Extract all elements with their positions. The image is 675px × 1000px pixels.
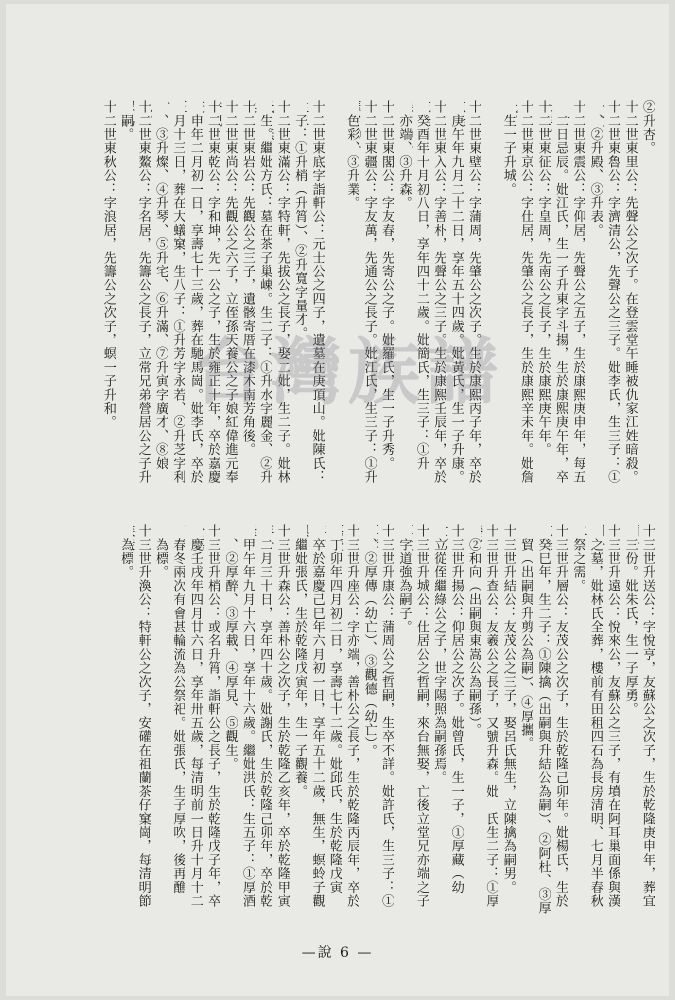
watermark: 台灣族譜 — [191, 330, 504, 414]
text-column: 十二世東魯公：字濟清公，先聲公之三子。妣李氏，生三子：① — [605, 100, 621, 484]
text-column: 十三世升送公：字悅亨，友蘇公之次子，生於乾隆庚申年，葬宜 — [640, 524, 655, 908]
text-column: 十三世升梢公：或名升筲，詣軒公之長子，生於乾隆戊子年，卒 — [205, 524, 221, 908]
document-page — [6, 4, 669, 996]
text-column: 生。繼妣方氏：墓在茶子巢崠。生二子：①升水字麗金、②升 — [257, 113, 273, 484]
text-column: 貿（出嗣與升剪公為嗣）、④厚攜。 — [518, 524, 534, 751]
text-column: ②和向（出嗣與東嵩公為嗣孫）。 — [466, 524, 482, 737]
text-column: 三份。妣朱氏，生一子厚勇。 — [622, 524, 638, 716]
text-column: 癸酉年十月初八日，享年四十二歲。妣簡氏，生三子：①升 — [413, 113, 429, 470]
text-column: 、③升燦、④升琴、⑤升宅、⑥升滿、⑦升寅字廣才、⑧娘 — [153, 113, 169, 470]
text-column: 繼妣張氏，生於乾隆戊寅年，生一子觀養。 — [292, 524, 308, 798]
text-column: 十二世東疆公：字友萬，先通公之長子。妣江氏，生三子：①升 — [361, 100, 377, 484]
text-column: 二日忌辰。妣江氏，生一子升東字斗揚，生於康熙庚午年，卒 — [553, 113, 569, 484]
text-column: 十三世升渙公：特軒公之次子，安礶在祖蘭茶仔窠崗，每清明節 — [135, 524, 151, 908]
text-column: 之墓，妣林氏全葬，樓前有田租四石為長房清明、七月半春秋 — [587, 537, 603, 908]
text-column: 十二世東里公：先聲公之次子。在登雲堂午睡被仇家江姓暗殺。 — [622, 100, 638, 484]
text-column: 月十三日，葬在大蟻窠，生八子：①升芳字永若、②升芝字利 — [170, 113, 186, 484]
text-column: 色彩、③升業。 — [344, 100, 360, 210]
text-column: 嗣。 — [118, 100, 134, 142]
text-column: 十三世升層公：友茂公之次子，生於乾隆己卯年。妣楊氏，生於 — [553, 524, 569, 908]
text-column: 十二世東乾公：字和坤，先一公之子，生於雍正十年，卒於嘉慶 — [205, 100, 221, 484]
text-column: 卒於嘉慶己巳年六月初一日，享年五十二歲，無生，螟蛉子觀 — [309, 537, 325, 908]
text-column: 十二世東閣公：字友春，先寄公之子。妣羅氏，生一子升秀。 — [379, 100, 395, 470]
text-column: 十三世升遠公：悅來公，友蘇公之三子，有墳在阿耳巢面係與漢 — [605, 524, 621, 908]
text-column: 十二世東震公：字仰居，先聲公之五子，生於康熙庚申年，每五 — [570, 100, 586, 484]
text-column: 十二世東征公：字皇周，先南公之長子，生於康熙庚午年。 — [535, 100, 551, 457]
text-column: 十三世升查公：友羲公之長子，又號升森。妣 氏生二子：①厚 — [483, 524, 499, 908]
text-column: ②升杏。 — [640, 100, 655, 155]
text-column: 甲午年九月十六日，享年十六歲。繼妣洪氏：生五子：①厚酒 — [240, 524, 256, 908]
text-column: 十二世東底字詣軒公：元士公之四子，遺墓在庚頂山。妣陳氏： — [309, 100, 325, 484]
text-column: 亦端、③升森。 — [396, 100, 412, 210]
text-column — [325, 100, 342, 495]
genealogy-block-lower — [6, 524, 669, 919]
text-column: 二月三十日，享年四十歲。妣謝氏，生於乾隆己卯年，卒於乾 — [257, 537, 273, 908]
text-column: 申年二月初一日，享壽七十三歲，葬在馳馬崗。妣李氏，卒於 — [187, 113, 203, 484]
text-column: 、②厚傳（幼亡）、③觀德（幼亡）。 — [361, 524, 377, 758]
text-column: 十二世東滿公：字特軒，先拔公之長子，娶二妣，生二子。妣林 — [274, 100, 290, 484]
text-column: 庚午年九月二十二日，享年五十四歲。妣黃氏，生一子升康。 — [448, 100, 464, 484]
text-column: 生一子升城。 — [500, 100, 516, 196]
text-column: 十二世東尚公：先觀公之六子，立侄孫天養公之子娘紅偉進元奉 — [222, 100, 238, 484]
text-column: 十三世升康公：蒲周公之哲嗣，生卒不詳。妣許氏，生三子：① — [379, 524, 395, 908]
text-column: 、②厚醉、③厚載、④厚見、⑤觀生。 — [222, 524, 238, 771]
text-column: 祭之需。 — [570, 524, 586, 593]
text-column: 子：①升梢（升筲）、②升寬字量才。 — [292, 100, 308, 340]
text-column: 十三世升揚公：仰居公之次子。妣曾氏，生一子，①厚藏（幼 — [448, 524, 464, 894]
text-column: 十二世東秋公：字浪居，先籌公之次子，螟一子升和。 — [100, 100, 116, 429]
text-column: 十二世東岩公：先觀公之三子，遺骸寄厝在漆木南芳角後。 — [240, 100, 256, 457]
text-column: 十二世東入公：字善朴，先聲公之三子。生於康熙壬辰年，卒於 — [431, 100, 447, 484]
text-column: 春冬兩次有會甚輪流為公祭祀。妣張氏，生子厚吹，後再醮 — [170, 524, 186, 894]
text-column: 立從侄繼綠公之子，世字陽照為嗣孫焉。 — [431, 524, 447, 785]
text-column: 十二世東壁公：字蒲周，先肇公之次子。生於康熙丙子年，卒於 — [466, 100, 482, 484]
genealogy-block-upper — [6, 100, 669, 495]
text-column: 字道強為嗣子。 — [396, 524, 412, 634]
text-column: 十三世升結公：友茂公之三子，娶呂氏無生，立陳擒為嗣男。 — [500, 524, 516, 894]
text-column — [481, 100, 498, 495]
text-column: 十三世升座公：字亦端，善朴公之長子，生於乾隆丙辰年，卒於 — [344, 524, 360, 908]
text-column: 十二世東京公：字仕居，先肇公之長子，生於康熙辛未年。妣詹 — [518, 100, 534, 484]
text-column: 丁卯年四月初二日，享壽七十二歲。妣邱氏，生於乾隆戊寅 — [326, 537, 342, 894]
text-column: 十三世升城公：仕居公之哲嗣，來台無娶，亡後立堂兄亦端之子 — [413, 524, 429, 908]
page-number: —說 6 — — [301, 945, 374, 961]
text-column: 十二世東鰲公：字名居，先籌公之長子，立常兄弟營居公之子升 — [135, 100, 151, 484]
text-column: 十三世升森公：善朴公之次子，生於乾隆乙亥年，卒於乾隆甲寅 — [274, 524, 290, 908]
text-column: 為標。 — [118, 524, 134, 579]
text-column: 慶壬戌年四月廿六日，享年卅五歲，每清明前一日升十月十二 — [187, 537, 203, 908]
text-column: 為標。 — [153, 524, 169, 579]
text-column: 、②升殿、③升表。 — [587, 100, 603, 237]
text-column: 癸巳年，生二子：①陳擒（出嗣與升結公為嗣）、②阿杜、③厚 — [535, 524, 551, 915]
